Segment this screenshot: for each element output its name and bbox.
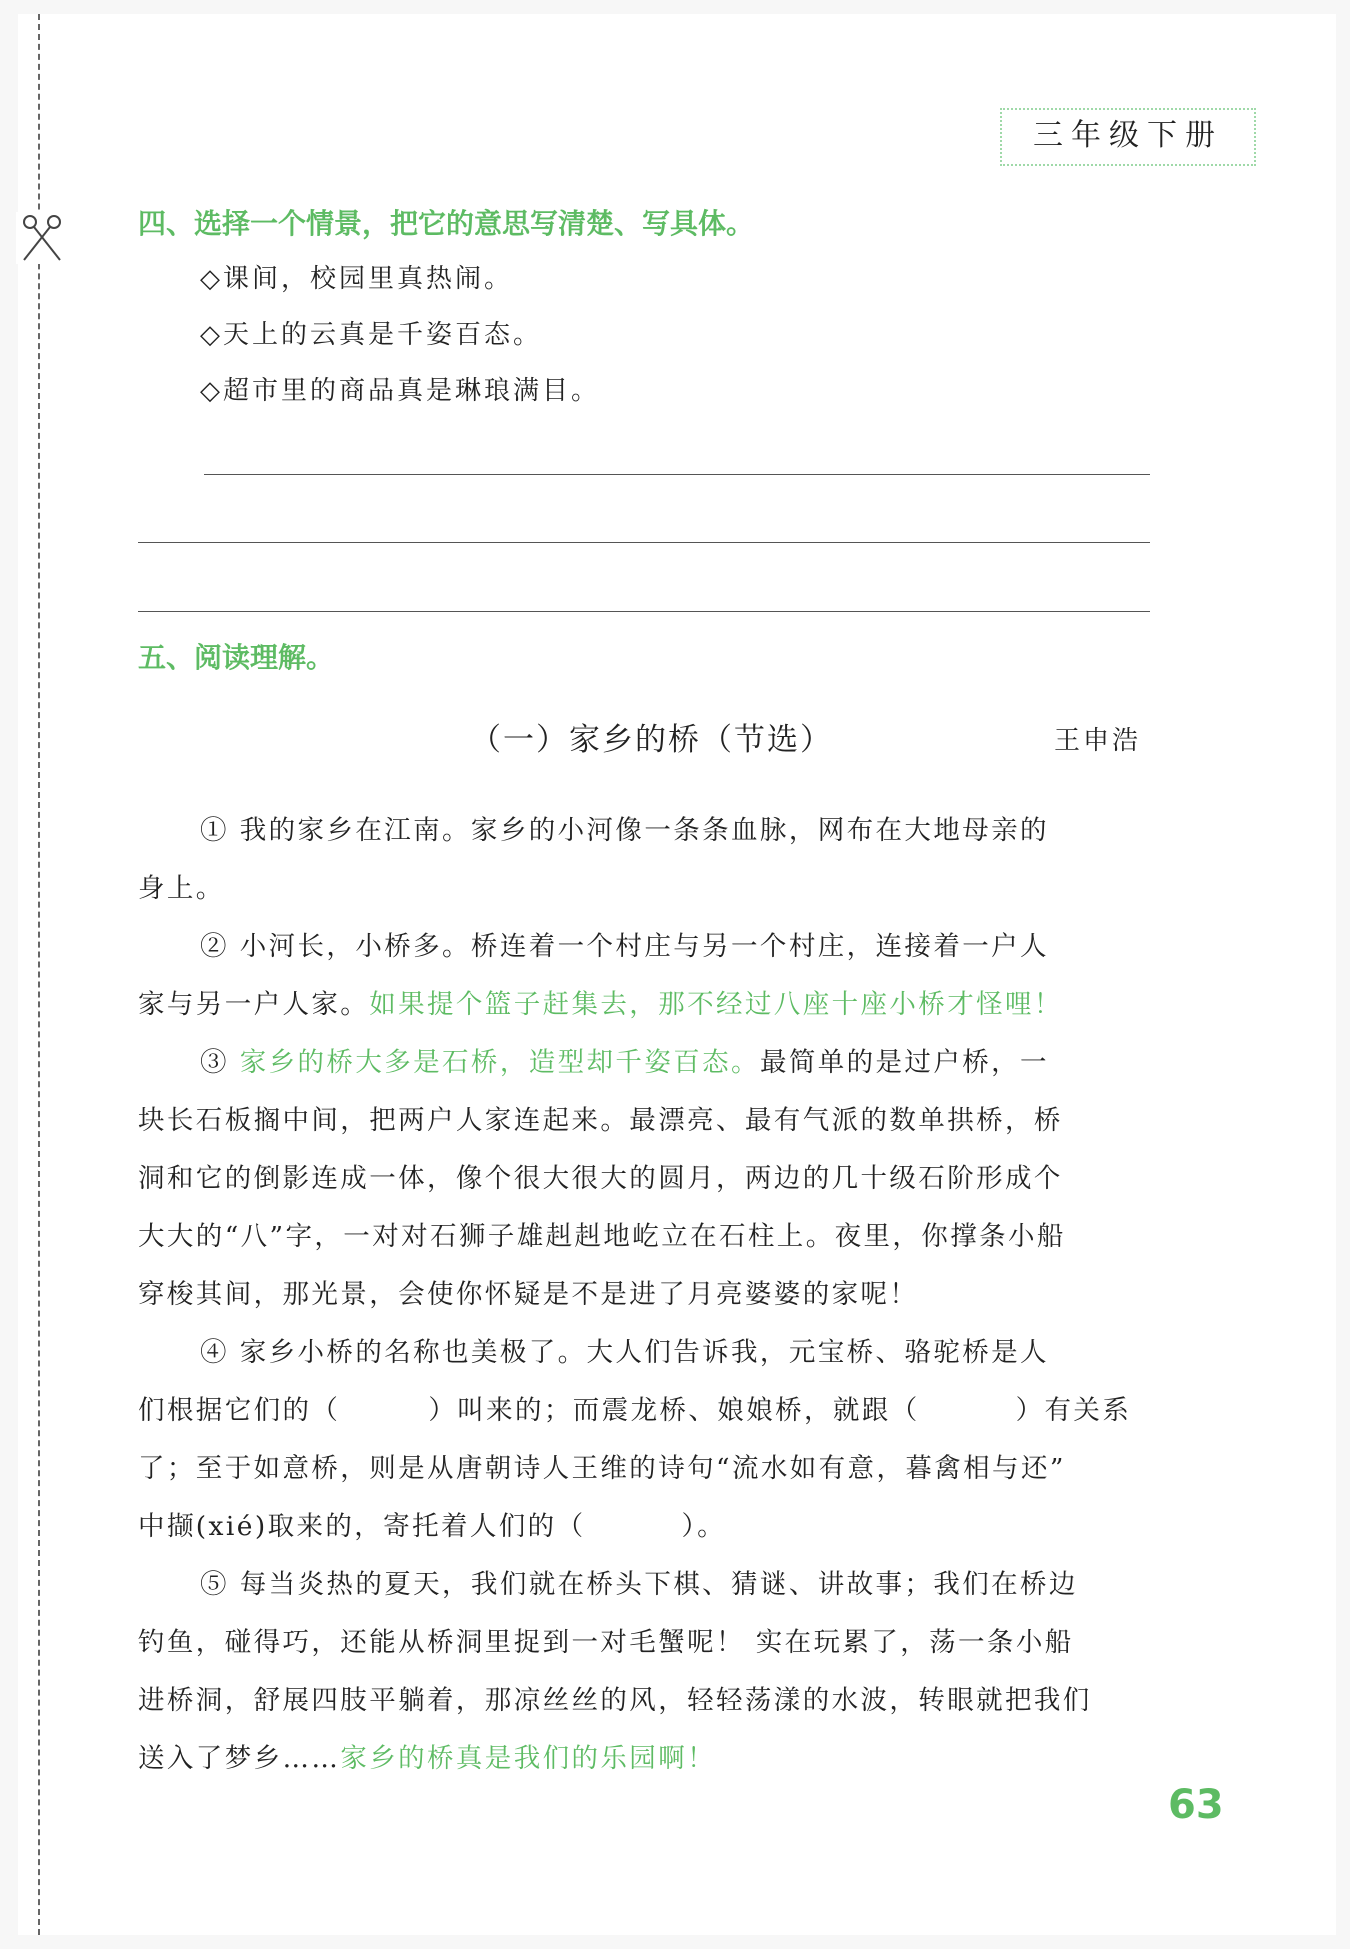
p4-line2-part2: ）叫来的；而震龙桥、娘娘桥，就跟（ [428,1395,920,1426]
p2-line2 [138,982,1063,1021]
reading-title: （一）家乡的桥（节选） [470,722,833,758]
option-supermarket: ◇超市里的商品真是琳琅满目。 [200,376,600,406]
p2-highlight-sentence: 如果提个篮子赶集去，那不经过八座十座小桥才怪哩！ [369,989,1063,1020]
reading-author: 王申浩 [1054,726,1142,756]
p5-line2: 钓鱼，碰得巧，还能从桥洞里捉到一对毛蟹呢！ 实在玩累了，荡一条小船 [138,1627,1074,1658]
answer-line-3[interactable] [138,611,1150,612]
p4-line2-part1: 们根据它们的（ [138,1395,341,1426]
section4-heading: 四、选择一个情景，把它的意思写清楚、写具体。 [138,207,755,240]
p4-line2-part3: ）有关系 [1015,1395,1132,1426]
p3-line3: 洞和它的倒影连成一体，像个很大很大的圆月，两边的几十级石阶形成个 [138,1163,1063,1194]
p1-line1: ① 我的家乡在江南。家乡的小河像一条条血脉，网布在大地母亲的 [200,815,1049,846]
section5-heading: 五、阅读理解。 [138,641,335,674]
p4-line4-part1: 中撷(xié)取来的，寄托着人们的（ [138,1511,586,1542]
scissors-icon [16,212,68,264]
p5-line1: ⑤ 每当炎热的夏天，我们就在桥头下棋、猜谜、讲故事；我们在桥边 [200,1569,1078,1600]
p2-line2-plain: 家与另一户人家。 [138,989,370,1020]
p3-highlight-sentence: 家乡的桥大多是石桥，造型却千姿百态。 [239,1047,760,1078]
p4-line4-part2: ）。 [681,1511,727,1542]
p3-line5: 穿梭其间，那光景，会使你怀疑是不是进了月亮婆婆的家呢！ [138,1279,919,1310]
grade-tag: 三年级下册 [1000,108,1256,166]
p4-line4 [138,1504,726,1543]
p4-line1: ④ 家乡小桥的名称也美极了。大人们告诉我，元宝桥、骆驼桥是人 [200,1337,1049,1368]
page-number: 63 [1168,1782,1224,1828]
option-clouds: ◇天上的云真是千姿百态。 [200,320,542,350]
answer-line-2[interactable] [138,542,1150,543]
p4-line2 [138,1388,1131,1427]
cut-dashed-line [38,14,40,1935]
p5-highlight-sentence: 家乡的桥真是我们的乐园啊！ [340,1743,717,1774]
p3-line1 [200,1040,1049,1079]
p4-line3: 了；至于如意桥，则是从唐朝诗人王维的诗句“流水如有意，暮禽相与还” [138,1453,1066,1484]
p3-line1-plain: 最简单的是过户桥，一 [759,1047,1049,1078]
p3-line2: 块长石板搁中间，把两户人家连起来。最漂亮、最有气派的数单拱桥，桥 [138,1105,1063,1136]
p3-number: ③ [200,1047,240,1078]
answer-line-1[interactable] [204,474,1150,475]
option-recess: ◇课间，校园里真热闹。 [200,264,513,294]
p5-line3: 进桥洞，舒展四肢平躺着，那凉丝丝的风，轻轻荡漾的水波，转眼就把我们 [138,1685,1092,1716]
p1-line2: 身上。 [138,873,225,904]
p3-line4: 大大的“八”字，一对对石狮子雄赳赳地屹立在石柱上。夜里，你撑条小船 [138,1221,1066,1252]
p5-line4-plain: 送入了梦乡…… [138,1743,341,1774]
p5-line4 [138,1736,716,1775]
p2-line1: ② 小河长，小桥多。桥连着一个村庄与另一个村庄，连接着一户人 [200,931,1049,962]
